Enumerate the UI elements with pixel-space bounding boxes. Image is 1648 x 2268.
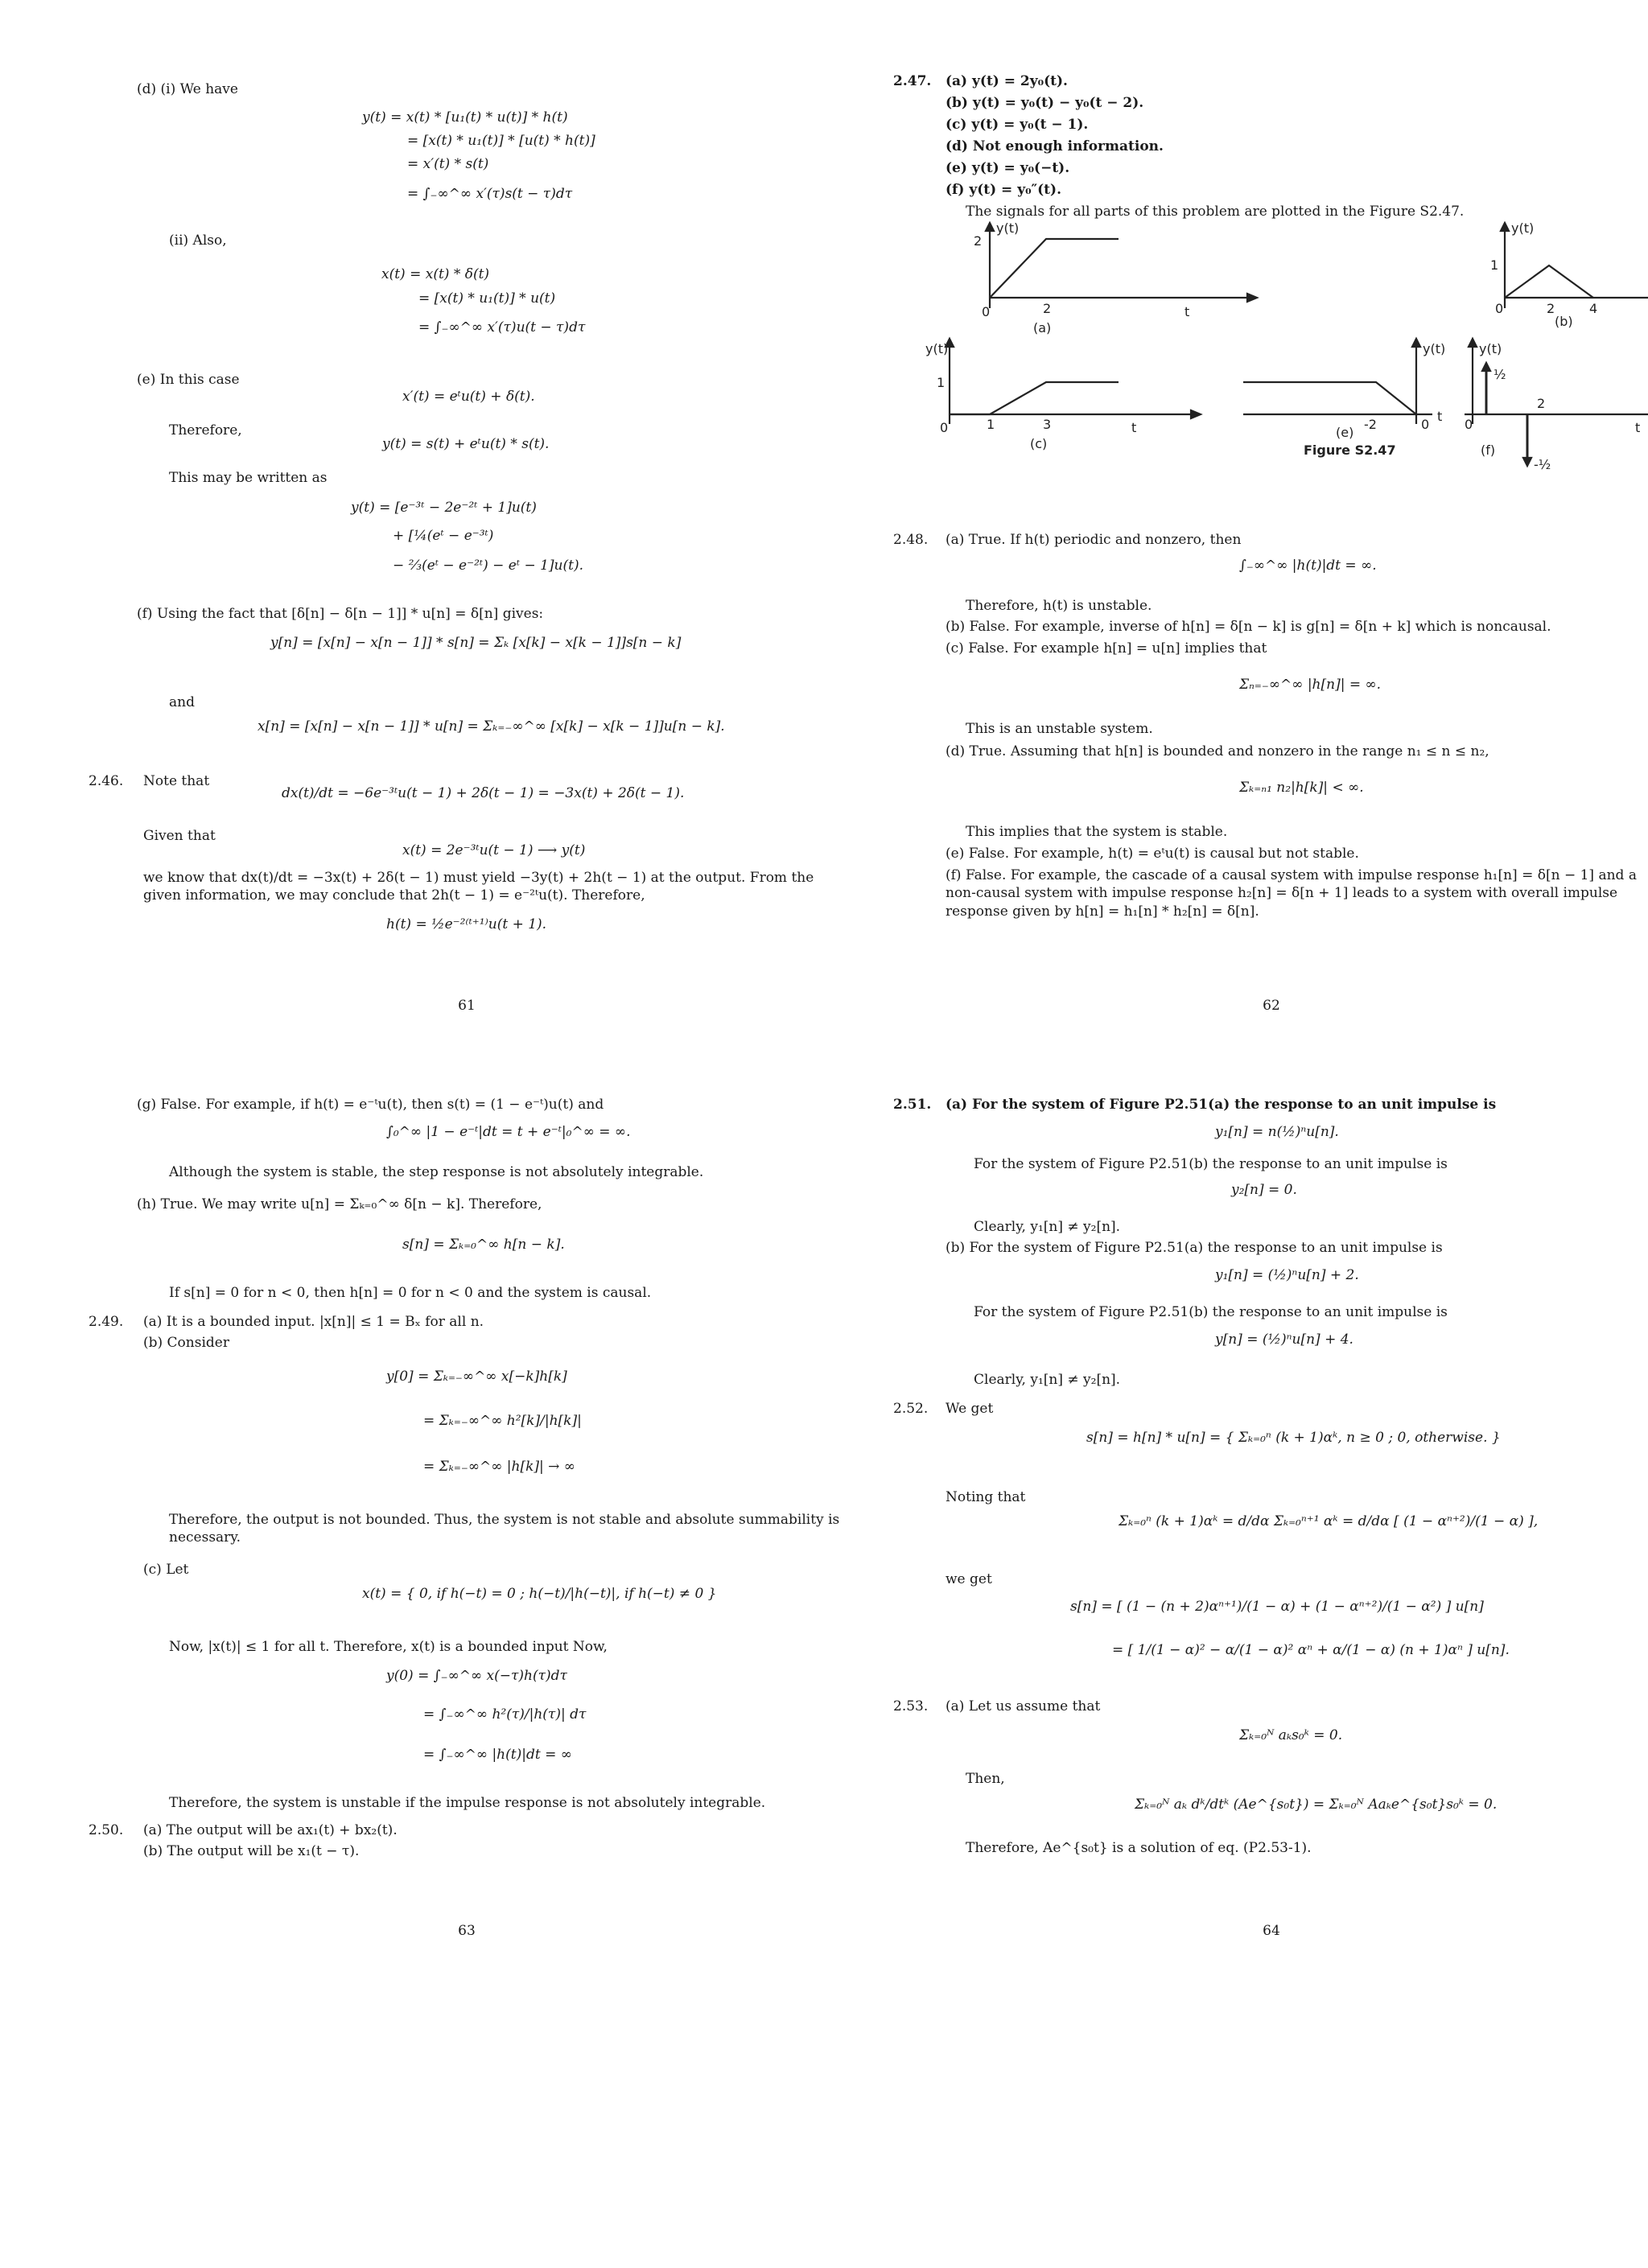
text-250-a: (a) The output will be ax₁(t) + bx₂(t). bbox=[143, 1822, 398, 1838]
eq-d-i-4: = ∫₋∞^∞ x′(τ)s(t − τ)dτ bbox=[407, 186, 573, 202]
eq-251-a-2: y₂[n] = 0. bbox=[1231, 1182, 1297, 1198]
problem-number-247: 2.47. bbox=[893, 73, 932, 89]
fig-f-tick-minus-half: -½ bbox=[1534, 457, 1551, 472]
problem-number-250: 2.50. bbox=[89, 1822, 124, 1838]
fig-c-label: (c) bbox=[1030, 436, 1048, 451]
text-251-b-conc: Clearly, y₁[n] ≠ y₂[n]. bbox=[974, 1372, 1121, 1388]
text-246-body: we know that dx(t)/dt = −3x(t) + 2δ(t − 1) must yield −3y(t) + 2h(t − 1) at the output. From the given information, we may conclude that 2h(t − 1) = e⁻²ᵗu(t). Therefore, bbox=[143, 870, 814, 904]
text-251-b: (b) For the system of Figure P2.51(a) the response to an unit impulse is bbox=[946, 1240, 1443, 1256]
eq-253-1: Σₖ₌₀ᴺ aₖs₀ᵏ = 0. bbox=[1239, 1727, 1343, 1743]
text-f: (f) Using the fact that [δ[n] − δ[n − 1]] * u[n] = δ[n] gives: bbox=[137, 606, 544, 622]
text-252: We get bbox=[946, 1401, 994, 1417]
text-249-c: (c) Let bbox=[143, 1562, 189, 1578]
fig-a-tick-2: 2 bbox=[974, 233, 983, 249]
eq-e-2: y(t) = s(t) + eᵗu(t) * s(t). bbox=[382, 436, 550, 452]
fig-e-origin: 0 bbox=[1421, 417, 1430, 432]
text-246: Note that bbox=[143, 773, 210, 789]
text-249-c: Now, |x(t)| ≤ 1 for all t. Therefore, x(t) is a bounded input Now, bbox=[169, 1639, 608, 1655]
eq-249-c-2: y(0) = ∫₋∞^∞ x(−τ)h(τ)dτ bbox=[386, 1668, 567, 1684]
page-63 bbox=[64, 1086, 869, 2132]
page-number: 62 bbox=[1263, 998, 1280, 1014]
eq-248-c: Σₙ₌₋∞^∞ |h[n]| = ∞. bbox=[1239, 677, 1382, 693]
page-number: 64 bbox=[1263, 1923, 1280, 1939]
fig-b-tick-2: 2 bbox=[1547, 301, 1555, 316]
eq-251-b-1: y₁[n] = (½)ⁿu[n] + 2. bbox=[1215, 1267, 1359, 1283]
fig-f-tick-x2: 2 bbox=[1537, 396, 1546, 411]
eq-252-2: Σₖ₌₀ⁿ (k + 1)αᵏ = d/dα Σₖ₌₀ⁿ⁺¹ αᵏ = d/dα [ (1 − αⁿ⁺²)/(1 − α) ], bbox=[1119, 1513, 1539, 1529]
text-f-and: and bbox=[169, 694, 195, 710]
text-g-conc: Although the system is stable, the step response is not absolutely integrable. bbox=[169, 1164, 704, 1180]
eq-d-i-1: y(t) = x(t) * [u₁(t) * u(t)] * h(t) bbox=[362, 109, 568, 126]
fig-f-label: (f) bbox=[1481, 442, 1496, 458]
text-247-c: (c) y(t) = y₀(t − 1). bbox=[946, 117, 1089, 133]
fig-b-ylabel: y(t) bbox=[1511, 221, 1535, 236]
text-g: (g) False. For example, if h(t) = e⁻ᵗu(t), then s(t) = (1 − e⁻ᵗ)u(t) and bbox=[137, 1097, 604, 1113]
text-246-given: Given that bbox=[143, 828, 216, 844]
fig-c-tick-x3: 3 bbox=[1043, 417, 1052, 432]
text-251-a-conc: Clearly, y₁[n] ≠ y₂[n]. bbox=[974, 1219, 1121, 1235]
eq-d-i-2: = [x(t) * u₁(t)] * [u(t) * h(t)] bbox=[407, 133, 595, 149]
text-249-b: (b) Consider bbox=[143, 1335, 229, 1351]
eq-252-4: = [ 1/(1 − α)² − α/(1 − α)² αⁿ + α/(1 − α) (n + 1)αⁿ ] u[n]. bbox=[1112, 1642, 1510, 1658]
eq-249-c-1: x(t) = { 0, if h(−t) = 0 ; h(−t)/|h(−t)|, if h(−t) ≠ 0 } bbox=[362, 1586, 717, 1602]
text-247-a: (a) y(t) = 2y₀(t). bbox=[946, 73, 1068, 89]
eq-d-ii-1: x(t) = x(t) * δ(t) bbox=[381, 266, 490, 282]
eq-249-b-3: = Σₖ₌₋∞^∞ |h[k]| → ∞ bbox=[423, 1459, 575, 1475]
text-d-ii: (ii) Also, bbox=[169, 233, 227, 249]
text-249-b-conc: Therefore, the output is not bounded. Thus, the system is not stable and absolute summability is necessary. bbox=[169, 1512, 840, 1546]
text-247-caption: The signals for all parts of this problem are plotted in the Figure S2.47. bbox=[966, 204, 1465, 220]
page-number: 63 bbox=[458, 1923, 476, 1939]
page-62 bbox=[869, 64, 1648, 1110]
fig-f-tick-half: ½ bbox=[1494, 367, 1506, 382]
problem-number-249: 2.49. bbox=[89, 1314, 124, 1330]
eq-e-3: y(t) = [e⁻³ᵗ − 2e⁻²ᵗ + 1]u(t) bbox=[351, 500, 537, 516]
eq-246-1: dx(t)/dt = −6e⁻³ᵗu(t − 1) + 2δ(t − 1) = −3x(t) + 2δ(t − 1). bbox=[282, 785, 685, 801]
text-253-then: Then, bbox=[966, 1771, 1005, 1787]
problem-number-251: 2.51. bbox=[893, 1097, 932, 1113]
text-251-b-2: For the system of Figure P2.51(b) the response to an unit impulse is bbox=[974, 1304, 1448, 1320]
eq-248-d: Σₖ₌ₙ₁ n₂|h[k]| < ∞. bbox=[1239, 780, 1364, 796]
eq-d-i-3: = x′(t) * s(t) bbox=[407, 156, 489, 172]
eq-246-2: x(t) = 2e⁻³ᵗu(t − 1) ⟶ y(t) bbox=[402, 842, 586, 858]
text-e-therefore: Therefore, bbox=[169, 422, 242, 438]
page-64 bbox=[869, 1086, 1648, 2132]
eq-252-3: s[n] = [ (1 − (n + 2)αⁿ⁺¹)/(1 − α) + (1 − αⁿ⁺²)/(1 − α²) ] u[n] bbox=[1070, 1599, 1484, 1615]
page-61 bbox=[64, 64, 869, 1110]
fig-a-label: (a) bbox=[1033, 320, 1052, 335]
fig-a-origin: 0 bbox=[982, 304, 991, 319]
eq-249-c-4: = ∫₋∞^∞ |h(t)|dt = ∞ bbox=[423, 1747, 572, 1763]
text-253-conc: Therefore, Ae^{s₀t} is a solution of eq. (P2.53-1). bbox=[966, 1840, 1312, 1856]
text-252-noting: Noting that bbox=[946, 1489, 1026, 1505]
text-248-a: (a) True. If h(t) periodic and nonzero, then bbox=[946, 532, 1242, 548]
eq-e-4: + [¼(eᵗ − e⁻³ᵗ) bbox=[393, 528, 494, 544]
fig-b-tick-1: 1 bbox=[1490, 257, 1499, 273]
text-h: (h) True. We may write u[n] = Σₖ₌₀^∞ δ[n − k]. Therefore, bbox=[137, 1196, 542, 1212]
eq-252-1: s[n] = h[n] * u[n] = { Σₖ₌₀ⁿ (k + 1)αᵏ, n ≥ 0 ; 0, otherwise. } bbox=[1086, 1430, 1501, 1446]
text-251-a: (a) For the system of Figure P2.51(a) the response to an unit impulse is bbox=[946, 1097, 1497, 1113]
fig-a-xlabel: t bbox=[1184, 304, 1190, 319]
eq-246-3: h(t) = ½e⁻²⁽ᵗ⁺¹⁾u(t + 1). bbox=[386, 916, 547, 932]
fig-e-xlabel: t bbox=[1437, 409, 1443, 424]
figure-s2-47 bbox=[925, 221, 1648, 487]
eq-f-2: x[n] = [x[n] − x[n − 1]] * u[n] = Σₖ₌₋∞^∞ [x[k] − x[k − 1]]u[n − k]. bbox=[258, 718, 725, 735]
text-e: (e) In this case bbox=[137, 372, 240, 388]
text-248-c-conc: This is an unstable system. bbox=[966, 721, 1153, 737]
text-247-f: (f) y(t) = y₀″(t). bbox=[946, 182, 1061, 198]
eq-249-b-1: y[0] = Σₖ₌₋∞^∞ x[−k]h[k] bbox=[386, 1369, 567, 1385]
eq-251-b-2: y[n] = (½)ⁿu[n] + 4. bbox=[1215, 1332, 1353, 1348]
fig-f-xlabel: t bbox=[1635, 420, 1641, 435]
fig-c-ylabel: y(t) bbox=[925, 341, 949, 356]
fig-a-tick-x2: 2 bbox=[1043, 301, 1052, 316]
fig-b-tick-4: 4 bbox=[1589, 301, 1598, 316]
figure-title: Figure S2.47 bbox=[1304, 442, 1396, 458]
eq-248-a: ∫₋∞^∞ |h(t)|dt = ∞. bbox=[1239, 558, 1377, 574]
eq-f-1: y[n] = [x[n] − x[n − 1]] * s[n] = Σₖ [x[k] − x[k − 1]]s[n − k] bbox=[270, 635, 682, 651]
problem-number-248: 2.48. bbox=[893, 532, 929, 548]
eq-249-b-2: = Σₖ₌₋∞^∞ h²[k]/|h[k]| bbox=[423, 1413, 582, 1429]
fig-a-ylabel: y(t) bbox=[996, 221, 1020, 236]
fig-f-ylabel: y(t) bbox=[1479, 341, 1502, 356]
problem-number-252: 2.52. bbox=[893, 1401, 929, 1417]
problem-number-253: 2.53. bbox=[893, 1698, 929, 1714]
eq-251-a-1: y₁[n] = n(½)ⁿu[n]. bbox=[1215, 1124, 1339, 1140]
fig-b-origin: 0 bbox=[1495, 301, 1504, 316]
fig-c-origin: 0 bbox=[940, 420, 949, 435]
fig-c-tick-x1: 1 bbox=[987, 417, 995, 432]
text-252-weget: we get bbox=[946, 1571, 992, 1587]
page-number: 61 bbox=[458, 998, 476, 1014]
eq-d-ii-2: = [x(t) * u₁(t)] * u(t) bbox=[418, 290, 556, 307]
text-251-a-2: For the system of Figure P2.51(b) the response to an unit impulse is bbox=[974, 1156, 1448, 1172]
eq-253-2: Σₖ₌₀ᴺ aₖ dᵏ/dtᵏ (Ae^{s₀t}) = Σₖ₌₀ᴺ Aaₖe^{s₀t}s₀ᵏ = 0. bbox=[1135, 1797, 1498, 1813]
text-248-d: (d) True. Assuming that h[n] is bounded and nonzero in the range n₁ ≤ n ≤ n₂, bbox=[946, 743, 1489, 759]
fig-c-tick-1: 1 bbox=[937, 375, 946, 390]
text-e-written: This may be written as bbox=[169, 470, 328, 486]
eq-e-1: x′(t) = eᵗu(t) + δ(t). bbox=[402, 389, 535, 405]
eq-g: ∫₀^∞ |1 − e⁻ᵗ|dt = t + e⁻ᵗ|₀^∞ = ∞. bbox=[386, 1124, 631, 1140]
text-249-a: (a) It is a bounded input. |x[n]| ≤ 1 = Bₓ for all n. bbox=[143, 1314, 484, 1330]
text-248-b: (b) False. For example, inverse of h[n] = δ[n − k] is g[n] = δ[n + k] which is noncausal. bbox=[946, 619, 1551, 635]
text-247-e: (e) y(t) = y₀(−t). bbox=[946, 160, 1070, 176]
fig-e-ylabel: y(t) bbox=[1423, 341, 1446, 356]
fig-c-xlabel: t bbox=[1131, 420, 1137, 435]
text-247-b: (b) y(t) = y₀(t) − y₀(t − 2). bbox=[946, 95, 1144, 111]
text-249-c-conc: Therefore, the system is unstable if the impulse response is not absolutely integrable. bbox=[169, 1795, 766, 1811]
text-248-d-conc: This implies that the system is stable. bbox=[966, 824, 1228, 840]
text-253-a: (a) Let us assume that bbox=[946, 1698, 1101, 1714]
fig-b-label: (b) bbox=[1555, 314, 1573, 329]
fig-f-origin: 0 bbox=[1465, 417, 1473, 432]
text-250-b: (b) The output will be x₁(t − τ). bbox=[143, 1843, 360, 1859]
text-247-d: (d) Not enough information. bbox=[946, 138, 1164, 154]
eq-249-c-3: = ∫₋∞^∞ h²(τ)/|h(τ)| dτ bbox=[423, 1706, 587, 1723]
text-248-a-conc: Therefore, h(t) is unstable. bbox=[966, 598, 1152, 614]
eq-h: s[n] = Σₖ₌₀^∞ h[n − k]. bbox=[402, 1237, 565, 1253]
problem-number-246: 2.46. bbox=[89, 773, 124, 789]
eq-e-5: − ⅔(eᵗ − e⁻²ᵗ) − eᵗ − 1]u(t). bbox=[393, 558, 583, 574]
text-248-c: (c) False. For example h[n] = u[n] implies that bbox=[946, 640, 1267, 657]
fig-e-label: (e) bbox=[1336, 425, 1354, 440]
text-248-e: (e) False. For example, h(t) = eᵗu(t) is causal but not stable. bbox=[946, 846, 1359, 862]
text-d-i: (d) (i) We have bbox=[137, 81, 238, 97]
fig-e-tick-minus2: -2 bbox=[1364, 417, 1377, 432]
text-248-f: (f) False. For example, the cascade of a causal system with impulse response h₁[n] = δ[n − 1] and a non-causal system with impulse response h₂[n] = δ[n + 1] leads to a system with overall impulse response given by h[n] = h₁[n] * h₂[n] = δ[n]. bbox=[946, 867, 1637, 920]
text-h-conc: If s[n] = 0 for n < 0, then h[n] = 0 for n < 0 and the system is causal. bbox=[169, 1285, 652, 1301]
eq-d-ii-3: = ∫₋∞^∞ x′(τ)u(t − τ)dτ bbox=[418, 319, 586, 335]
